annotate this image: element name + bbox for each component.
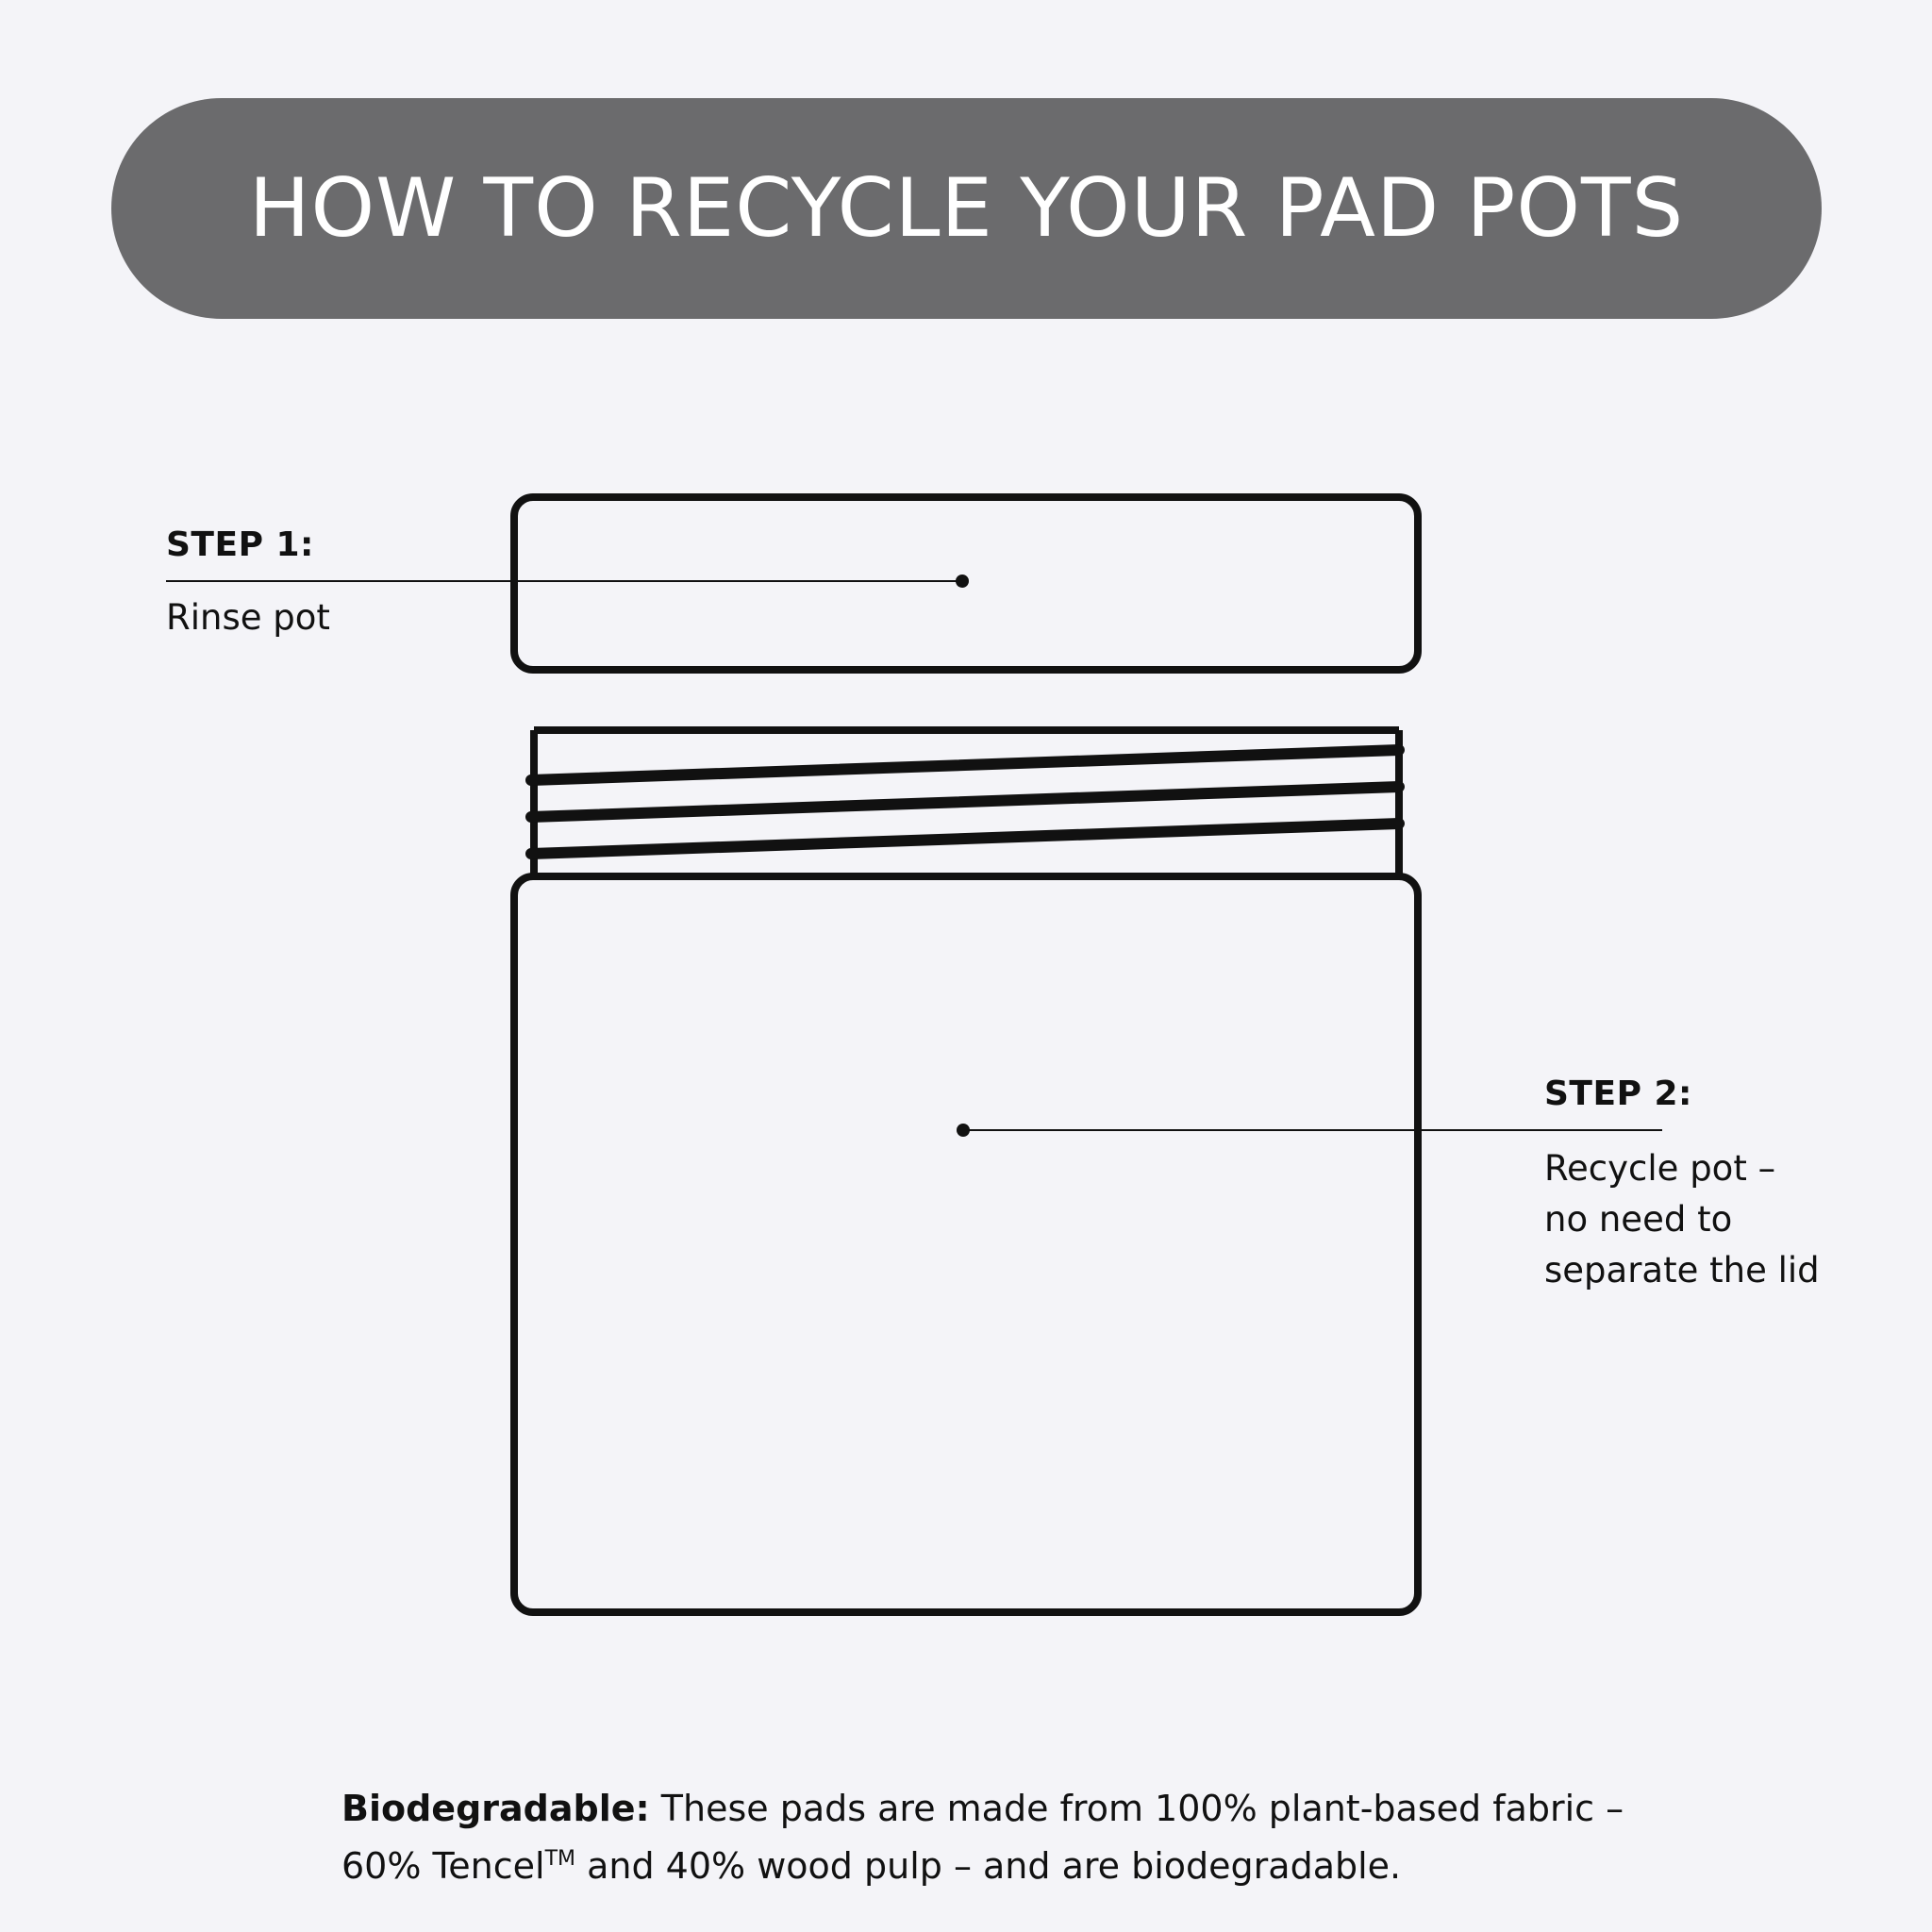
step-1-label: STEP 1: xyxy=(166,525,314,564)
pot-body xyxy=(514,876,1418,1612)
footnote-line1-text: These pads are made from 100% plant-based fabric – xyxy=(649,1788,1624,1829)
page-title: HOW TO RECYCLE YOUR PAD POTS xyxy=(248,161,1685,256)
biodegradable-note xyxy=(341,1783,1662,1891)
footnote-line-1 xyxy=(341,1783,1662,1834)
trademark-mark: TM xyxy=(544,1847,576,1871)
footnote-line2-b: and 40% wood pulp – and are biodegradable. xyxy=(575,1845,1402,1887)
step-2-callout xyxy=(1544,1074,1820,1296)
footnote-line2-a: 60% Tencel xyxy=(341,1845,545,1887)
pot-threads xyxy=(531,750,1399,854)
footnote-lead: Biodegradable: xyxy=(341,1788,650,1829)
step-1-callout xyxy=(166,525,330,643)
step-2-text: Recycle pot – no need to separate the lid xyxy=(1544,1148,1820,1291)
step-1-text: Rinse pot xyxy=(166,597,330,638)
footnote-line-2 xyxy=(341,1834,1662,1891)
step-2-label: STEP 2: xyxy=(1544,1074,1692,1113)
